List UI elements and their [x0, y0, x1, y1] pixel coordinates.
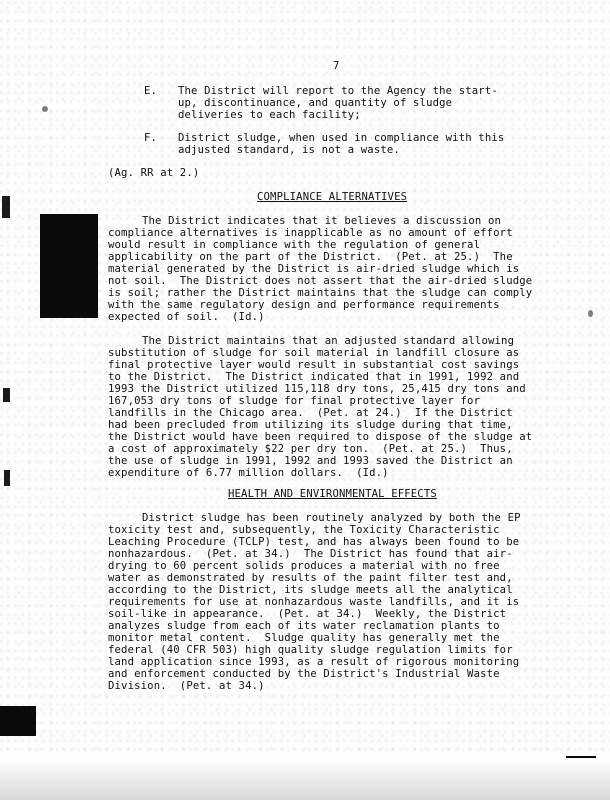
- paragraph-line: water as demonstrated by results of the paint filter test and,: [108, 572, 513, 584]
- item-line: The District will report to the Agency the start-: [178, 85, 498, 97]
- paragraph-line: compliance alternatives is inapplicable as no amount of effort: [108, 227, 513, 239]
- section-heading: HEALTH AND ENVIRONMENTAL EFFECTS: [228, 488, 437, 500]
- redaction-block: [40, 214, 98, 318]
- paragraph-line: 1993 the District utilized 115,118 dry tons, 25,415 dry tons and: [108, 383, 526, 395]
- paragraph-line: requirements for use at nonhazardous waste landfills, and it is: [108, 596, 520, 608]
- item-line: District sludge, when used in compliance with this: [178, 132, 505, 144]
- paragraph-line: analyzes sludge from each of its water reclamation plants to: [108, 620, 500, 632]
- left-edge-mark: [4, 470, 10, 486]
- paragraph-line: to the District. The District indicated that in 1991, 1992 and: [108, 371, 520, 383]
- paragraph-line: soil-like in appearance. (Pet. at 34.) Weekly, the District: [108, 608, 507, 620]
- paragraph-line: land application since 1993, as a result of rigorous monitoring: [108, 656, 520, 668]
- item-line: deliveries to each facility;: [178, 109, 361, 121]
- paragraph-line: is soil; rather the District maintains that the sludge can comply: [108, 287, 533, 299]
- paragraph-line: with the same regulatory design and performance requirements: [108, 299, 500, 311]
- paragraph-line: The District maintains that an adjusted standard allowing: [142, 335, 515, 347]
- paragraph-line: District sludge has been routinely analyzed by both the EP: [142, 512, 521, 524]
- paragraph-line: Leaching Procedure (TCLP) test, and has always been found to be: [108, 536, 520, 548]
- left-edge-mark: [2, 196, 10, 218]
- paragraph-line: 167,053 dry tons of sludge for final protective layer for: [108, 395, 481, 407]
- scan-mark-left: [0, 706, 36, 736]
- paragraph-line: final protective layer would result in substantial cost savings: [108, 359, 520, 371]
- paragraph-line: substitution of sludge for soil material in landfill closure as: [108, 347, 520, 359]
- section-heading: COMPLIANCE ALTERNATIVES: [257, 191, 408, 203]
- paragraph-line: Division. (Pet. at 34.): [108, 680, 265, 692]
- paragraph-line: nonhazardous. (Pet. at 34.) The District has found that air-: [108, 548, 513, 560]
- paragraph-line: the use of sludge in 1991, 1992 and 1993 saved the District an: [108, 455, 513, 467]
- paragraph-line: material generated by the District is air-dried sludge which is: [108, 263, 520, 275]
- scan-smudge: [588, 310, 593, 317]
- scan-bottom-shadow: [0, 758, 610, 800]
- paragraph-line: federal (40 CFR 503) high quality sludge regulation limits for: [108, 644, 513, 656]
- item-letter: F.: [144, 132, 158, 144]
- paragraph-line: the District would have been required to dispose of the sludge at: [108, 431, 533, 443]
- paragraph-line: expenditure of 6.77 million dollars. (Id.): [108, 467, 389, 479]
- page-number: 7: [333, 60, 340, 72]
- paragraph-line: applicability on the part of the District. (Pet. at 25.) The: [108, 251, 513, 263]
- paragraph-line: would result in compliance with the regulation of general: [108, 239, 481, 251]
- paragraph-line: drying to 60 percent solids produces a material with no free: [108, 560, 500, 572]
- paragraph-line: The District indicates that it believes a discussion on: [142, 215, 502, 227]
- citation: (Ag. RR at 2.): [108, 167, 200, 179]
- paragraph-line: not soil. The District does not assert that the air-dried sludge: [108, 275, 533, 287]
- paragraph-line: a cost of approximately $22 per dry ton. (Pet. at 25.) Thus,: [108, 443, 513, 455]
- left-edge-mark: [3, 388, 10, 402]
- paragraph-line: expected of soil. (Id.): [108, 311, 265, 323]
- item-letter: E.: [144, 85, 158, 97]
- paragraph-line: had been precluded from utilizing its sludge during that time,: [108, 419, 513, 431]
- paragraph-line: according to the District, its sludge meets all the analytical: [108, 584, 513, 596]
- paragraph-line: monitor metal content. Sludge quality has generally met the: [108, 632, 500, 644]
- paragraph-line: landfills in the Chicago area. (Pet. at 24.) If the District: [108, 407, 513, 419]
- paragraph-line: and enforcement conducted by the District's Industrial Waste: [108, 668, 500, 680]
- paragraph-line: toxicity test and, subsequently, the Toxicity Characteristic: [108, 524, 500, 536]
- item-line: up, discontinuance, and quantity of sludge: [178, 97, 453, 109]
- item-line: adjusted standard, is not a waste.: [178, 144, 400, 156]
- scan-smudge: [42, 106, 48, 112]
